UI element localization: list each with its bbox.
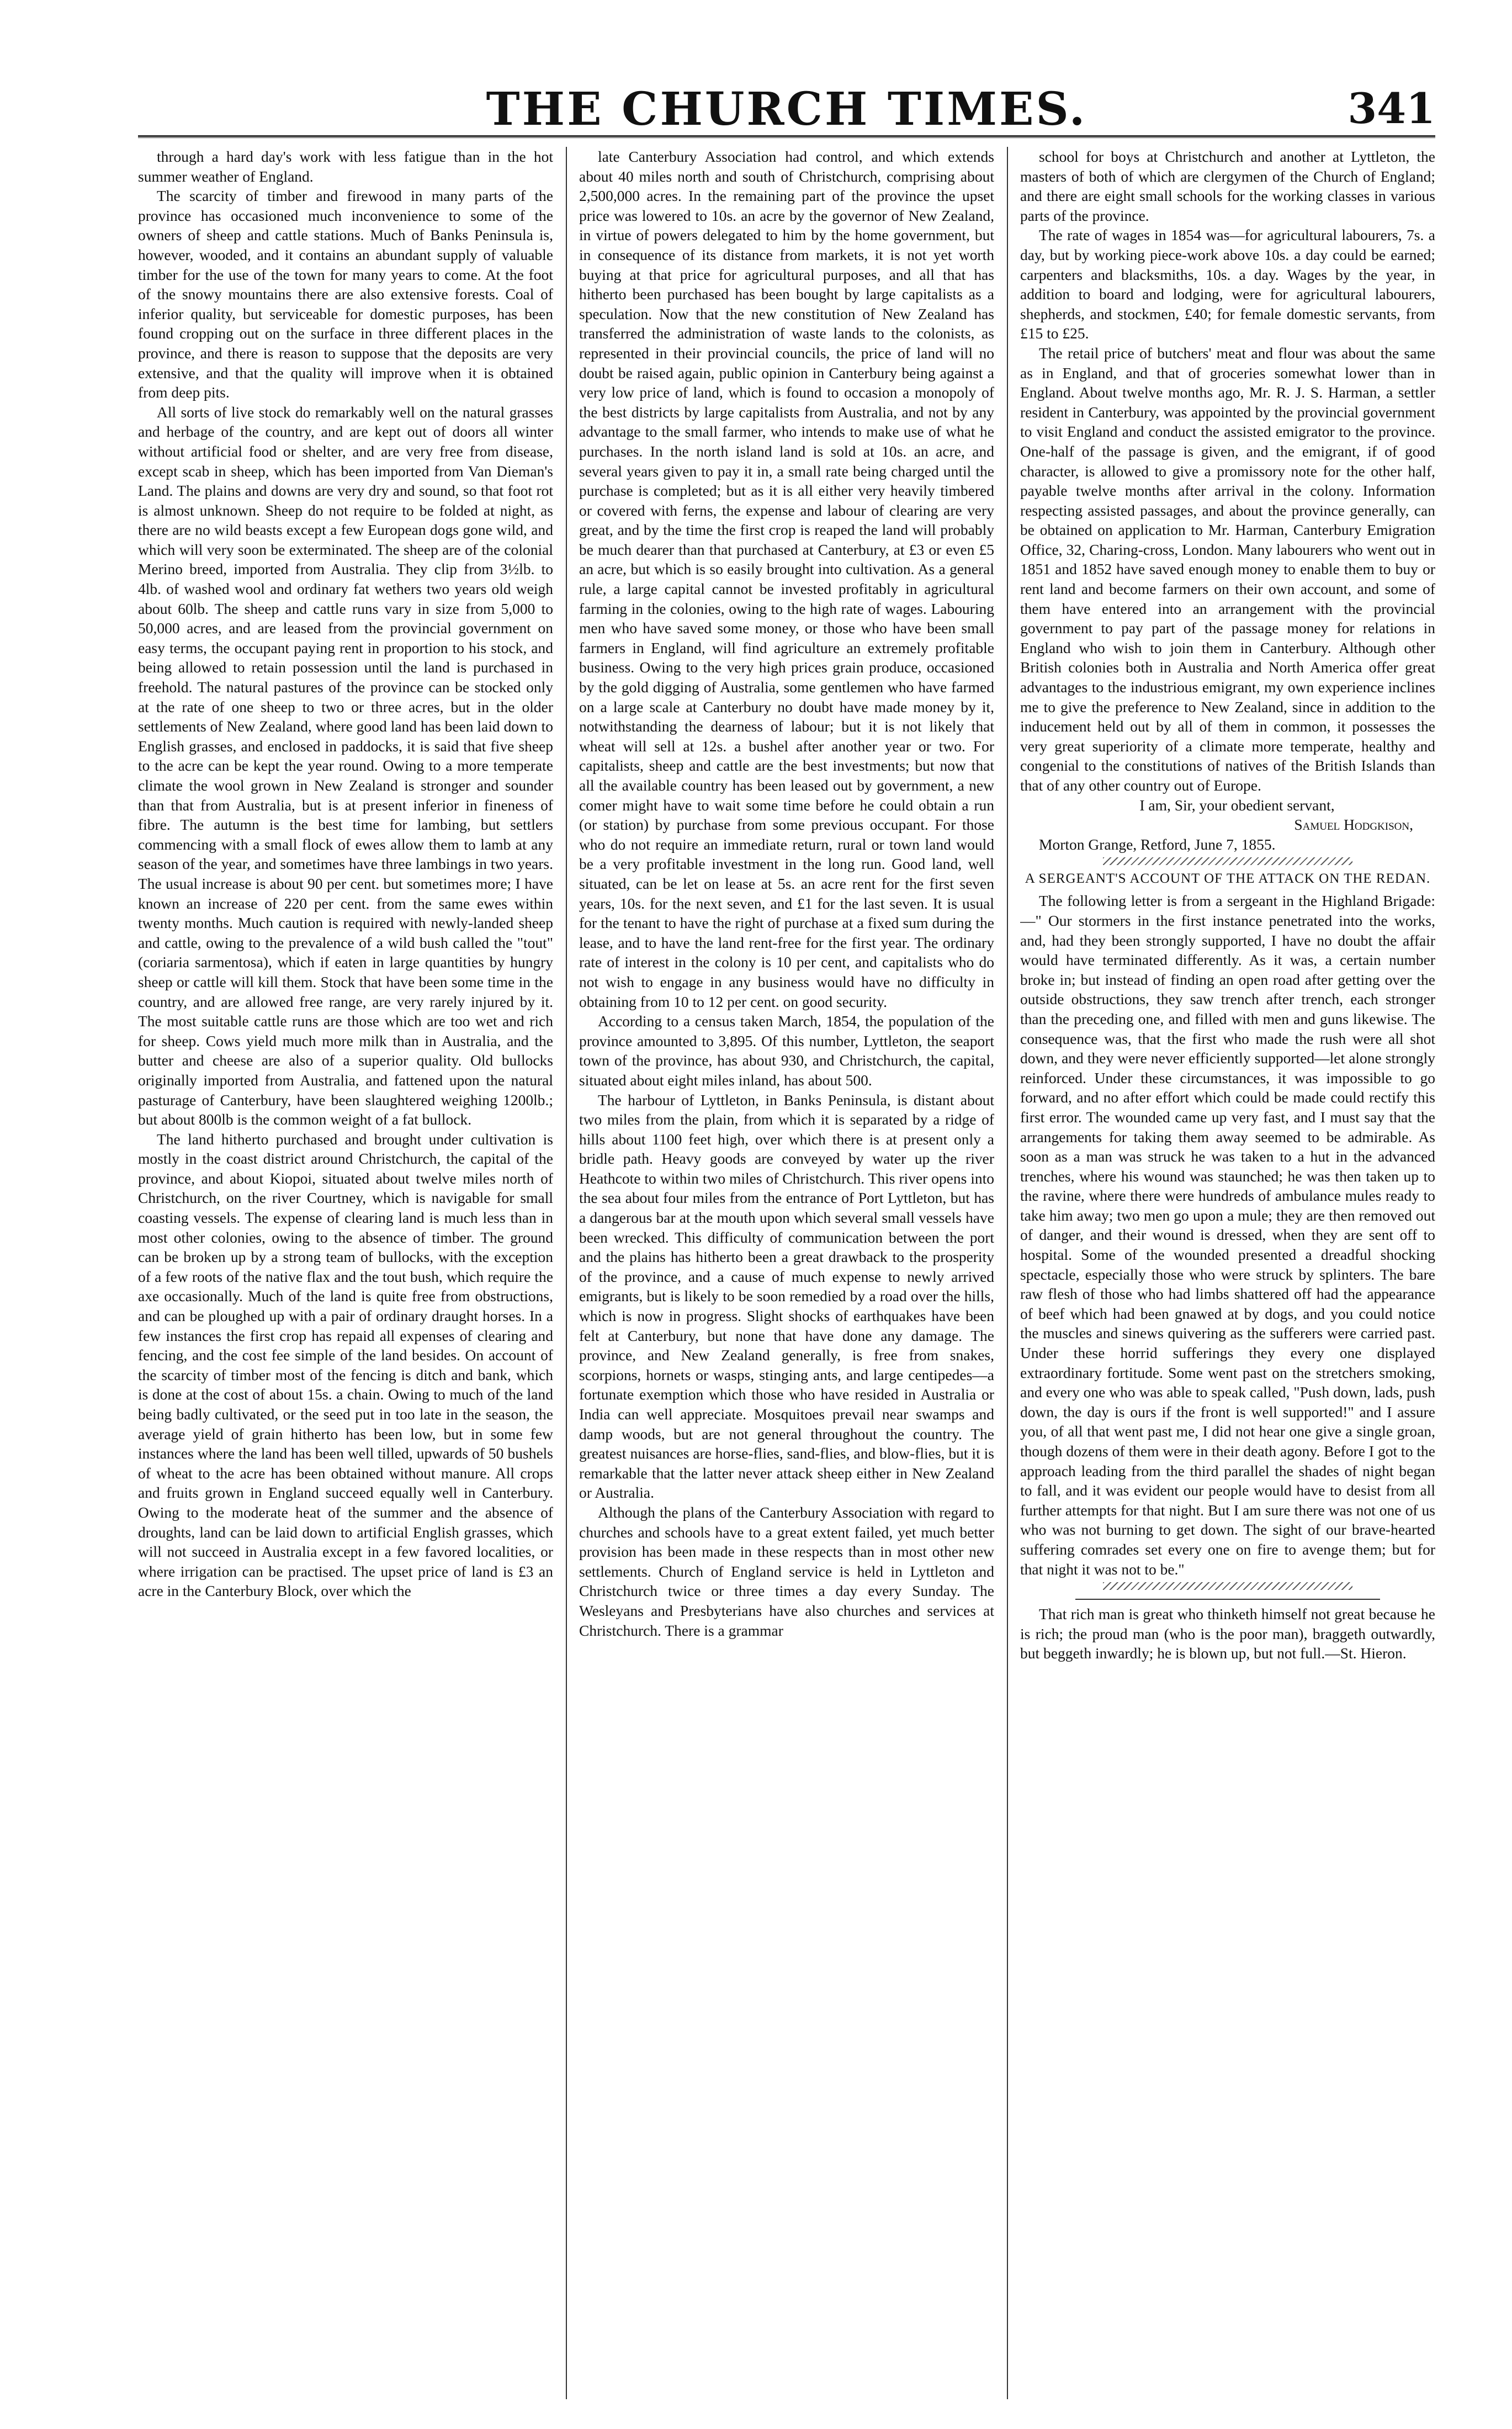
article-heading: A SERGEANT'S ACCOUNT OF THE ATTACK ON THE REDAN. [1025,871,1431,887]
quote-rule [1075,1599,1380,1600]
paragraph: Although the plans of the Canterbury Association with regard to churches and schools have to a great extent failed, yet much better provision has been made in these respects than in most other new settlements. Church of England service is held in Lyttleton and Christchurch twice or three times a day every Sunday. The Wesleyans and Presbyterians have also churches and services at Christchurch. There is a grammar [579,1503,994,1639]
paragraph: The harbour of Lyttleton, in Banks Peninsula, is distant about two miles from the plain, from which it is separated by a ridge of hills about 1100 feet high, over which there is at present only a bridle path. Heavy goods are conveyed by water up the river Heathcote to within two miles of Christchurch. This river opens into the sea about four miles from the entrance of Port Lyttleton, but has a dangerous bar at the mouth upon which several small vessels have been wrecked. This difficulty of communication between the port and the plains has hitherto been a great drawback to the prosperity of the province, and a cause of much expense to newly arrived emigrants, but is likely to be soon remedied by a road over the hills, which is now in progress. Slight shocks of earthquakes have been felt at Canterbury, but none that have done any damage. The province, and New Zealand generally, is free from snakes, scorpions, hornets or wasps, stinging ants, and large centipedes—a fortunate exemption which those who have resided in Australia or India can well appreciate. Mosquitoes prevail near swamps and damp woods, but are not general throughout the country. The greatest nuisances are horse-flies, sand-flies, and blow-flies, but it is remarkable that the latter never attack sheep either in New Zealand or Australia. [579,1091,994,1502]
paragraph: late Canterbury Association had control, and which extends about 40 miles north and south of Christchurch, comprising about 2,500,000 acres. In the remaining part of the province the upset price was lowered to 10s. an acre by the governor of New Zealand, in virtue of powers delegated to him by the home government, but in consequence of its distance from markets, it is not yet worth buying at that price for agricultural purposes, and all that has hitherto been purchased has been bought by large capitalists as a speculation. Now that the new constitution of New Zealand has transferred the administration of waste lands to the colonists, as represented in their provincial councils, the price of land will no doubt be raised again, public opinion in Canterbury being against a very low price of land, which is found to occasion a monopoly of the best districts by large capitalists from Australia, and not by any advantage to the small farmer, who intends to make use of what he purchases. In the north island land is sold at 10s. an acre, and several years given to pay it in, a small rate being charged until the purchase is completed; but as it is all either very heavily timbered or covered with ferns, the expense and labour of clearing are very great, and by the time the first crop is reaped the land will probably be much dearer than that purchased at Canterbury, at £3 or even £5 an acre, but which is so easily brought into cultivation. As a general rule, a large capital cannot be invested profitably in agricultural farming in the colonies, owing to the high rate of wages. Labouring men who have saved some money, or those who have been small farmers in England, will find agriculture an extremely profitable business. Owing to the very high prices grain produce, occasioned by the gold digging of Australia, some gentlemen who have farmed on a large scale at Canterbury no doubt have made money by it, notwithstanding the dearness of labour; but it is not likely that wheat will sell at 12s. a bushel after another year or two. For capitalists, sheep and cattle are the best investments; but now that all the available country has been leased out by government, a new comer might have to wait some time before he could obtain a run (or station) by purchase from some previous occupant. For those who do not require an immediate return, rural or town land would be a very profitable investment in the long run. Good land, well situated, can be let on lease at 5s. an acre rent for the first seven years, 10s. for the next seven, and £1 for the last seven. It is usual for the tenant to have the right of purchase at a fixed sum during the lease, and to have the land rent-free for the first year. The ordinary rate of interest in the colony is 10 per cent, and capitalists who do not wish to engage in any business would have no difficulty in obtaining from 10 to 12 per cent. on good security. [579,148,994,1010]
page-number: 341 [1347,84,1435,133]
paragraph: All sorts of live stock do remarkably well on the natural grasses and herbage of the country, and are kept out of doors all winter without artificial food or shelter, and are very free from disease, except scab in sheep, which has been imported from Van Dieman's Land. The plains and downs are very dry and sound, so that foot rot is almost unknown. Sheep do not require to be folded at night, as there are no wild beasts except a few European dogs gone wild, and which will very soon be exterminated. The sheep are of the colonial Merino breed, imported from Australia. They clip from 3½lb. to 4lb. of washed wool and ordinary fat wethers two years old weigh about 60lb. The sheep and cattle runs vary in size from 5,000 to 50,000 acres, and are leased from the provincial government on easy terms, the occupant paying rent in proportion to his stock, and being allowed to retain possession until the land is purchased in freehold. The natural pastures of the province can be stocked only at the rate of one sheep to two or three acres, but in the older settlements of New Zealand, where good land has been laid down to English grasses, and enclosed in paddocks, it is said that five sheep to the acre can be kept the year round. Owing to a more temperate climate the wool grown in New Zealand is stronger and sounder than that from Australia, but is at present inferior in fineness of fibre. The autumn is the best time for lambing, but settlers commencing with a small flock of ewes allow them to lamb at any season of the year, and sometimes have three lambings in two years. The usual increase is about 90 per cent. but sometimes more; I have known an increase of 220 per cent. from the same ewes within twenty months. Much caution is required with newly-landed sheep and cattle, owing to the prevalence of a wild bush called the "tout" (coriaria sarmentosa), which if eaten in large quantities by hungry sheep or cattle will kill them. Stock that have been some time in the country, and are allowed free range, are very rarely injured by it. The most suitable cattle runs are those which are too wet and rich for sheep. Cows yield much more milk than in Australia, and the butter and cheese are also of a superior quality. Old bullocks originally imported from Australia, and fattened upon the natural pasturage of Canterbury, have been slaughtered weighing 1200lb.; but about 800lb is the common weight of a fat bullock. [138,403,553,1128]
paragraph: The retail price of butchers' meat and flour was about the same as in England, and that of groceries somewhat lower than in England. About twelve months ago, Mr. R. J. S. Harman, a settler resident in Canterbury, was appointed by the provincial government to visit England and conduct the assisted emigrator to the province. One-half of the passage is given, and the emigrant, if of good character, is allowed to give a promissory note for the other half, payable twelve months after arrival in the colony. Information respecting assisted passages, and about the province generally, can be obtained on application to Mr. Harman, Canterbury Emigration Office, 32, Charing-cross, London. Many labourers who went out in 1851 and 1852 have saved enough money to enable them to buy or rent land and become farmers on their own account, and some of them have entered into an arrangement with the provincial government to pay part of the passage money for relations in England who wish to join them in Canterbury. Although other British colonies both in Australia and North America offer great advantages to the industrious emigrant, my own experience inclines me to give the preference to New Zealand, since in addition to the inducement held out by all of them in common, it possesses the very great superiority of a climate more temperate, healthy and congenial to the constitutions of natives of the British Islands than that of any other country out of Europe. [1020,344,1435,794]
paragraph: The following letter is from a sergeant in the Highland Brigade:—" Our stormers in the first instance penetrated into the works, and, had they been strongly supported, I have no doubt the affair would have terminated differently. As it was, a certain number broke in; but instead of finding an open road after getting over the outside obstructions, they saw trench after trench, each stronger than the preceding one, and filled with men and guns likewise. The consequence was, that the first who made the rush were all shot down, and they were never efficiently supported—let alone strongly reinforced. Under these circumstances, it was impossible to go forward, and no after effort which could be made could rectify this first error. The wounded came up very fast, and I must say that the arrangements for taking them away seemed to be admirable. As soon as a man was struck he was taken to a hut in the advanced trenches, where his wound was staunched; he was then taken up to the ravine, where there were hundreds of ambulance mules ready to take him away; two men go upon a mule; they are then removed out of danger, and their wound is dressed, when they are sent off to hospital. Some of the wounded presented a dreadful shocking spectacle, especially those who were struck by splinters. The bare raw flesh of those who had limbs shattered off had the appearance of beef which had been gnawed at by dogs, and you could notice the muscles and sinews quivering as the sufferers were carried past. Under these horrid sufferings they every one displayed extraordinary fortitude. Some went past on the stretchers smoking, and every one who was able to speak called, "Push down, lads, push down, the day is ours if the front is well supported!" and I assure you, of all that went past me, I did not hear one give a single groan, though dozens of them were in their death agony. Before I got to the approach leading from the third parallel the shades of night began to fall, and it was evident our people would have to desist from all further attempts for that night. But I am sure there was not one of us who was not burning to get down. The sight of our brave-hearted suffering comrades set every one on fire to avenge them; but for that night it was not to be." [1020,892,1435,1578]
wavy-divider [1103,1582,1352,1590]
paragraph: The land hitherto purchased and brought under cultivation is mostly in the coast district around Christchurch, the capital of the province, and about Kiopoi, situated about twelve miles north of Christchurch, on the river Courtney, which is navigable for small coasting vessels. The expense of clearing land is much less than in most other colonies, owing to the absence of timber. The ground can be broken up by a strong team of bullocks, with the exception of a few roots of the native flax and the tout bush, which require the axe occasionally. Much of the land is quite free from obstructions, and can be ploughed up with a pair of ordinary draught horses. In a few instances the first crop has repaid all expenses of clearing and fencing, and the cost fee simple of the land besides. On account of the scarcity of timber most of the fencing is ditch and bank, which is done at the cost of about 15s. a chain. Owing to much of the land being badly cultivated, or the seed put in too late in the season, the average yield of grain hitherto has been low, but in some few instances where the land has been well tilled, upwards of 50 bushels of wheat to the acre has been obtained without manure. All crops and fruits grown in England succeed equally well in Canterbury. Owing to the moderate heat of the summer and the absence of droughts, land can be laid down to artificial English grasses, which will not succeed in Australia except in a few favored localities, or where irrigation can be practised. The upset price of land is £3 an acre in the Canterbury Block, over which the [138,1130,553,1600]
letter-closing: I am, Sir, your obedient servant, [1139,796,1335,814]
paragraph: The scarcity of timber and firewood in many parts of the province has occasioned much inconvenience to some of the owners of sheep and cattle stations. Much of Banks Peninsula is, however, wooded, and it contains an abundant supply of valuable timber for the use of the town for many years to come. At the foot of the snowy mountains there are also extensive forests. Coal of inferior quality, but serviceable for domestic purposes, has been found cropping out on the surface in three different places in the province, and there is reason to suppose that the deposits are very extensive, and that the quality will improve when it is obtained from deep pits. [138,187,553,401]
column-1 [138,147,553,2399]
wavy-divider [1103,857,1352,865]
letter-signature: Samuel Hodgkison, [1294,816,1413,834]
newspaper-title: THE CHURCH TIMES. [486,83,1087,136]
paragraph: through a hard day's work with less fatigue than in the hot summer weather of England. [138,148,553,185]
article-columns [138,147,1435,2399]
paragraph: The rate of wages in 1854 was—for agricultural labourers, 7s. a day, but by working piece-work above 10s. a day could be earned; carpenters and blacksmiths, 10s. a day. Wages by the year, in addition to board and lodging, were for agricultural labourers, shepherds, and stockmen, £40; for female domestic servants, from £15 to £25. [1020,226,1435,342]
letter-place-date: Morton Grange, Retford, June 7, 1855. [1039,835,1276,853]
masthead [138,83,1435,137]
column-2 [579,147,994,2399]
paragraph: school for boys at Christchurch and another at Lyttleton, the masters of both of which are clergymen of the Church of England; and there are eight small schools for the working classes in various parts of the province. [1020,148,1435,224]
column-3 [1020,147,1435,2399]
masthead-rule [138,137,1435,138]
closing-quote: That rich man is great who thinketh himself not great because he is rich; the proud man (who is the poor man), braggeth outwardly, but beggeth inwardly; he is blown up, but not full.—St. Hieron. [1020,1605,1435,1662]
paragraph: According to a census taken March, 1854, the population of the province amounted to 3,895. Of this number, Lyttleton, the seaport town of the province, has about 930, and Christchurch, the capital, situated about eight miles inland, has about 500. [579,1012,994,1089]
